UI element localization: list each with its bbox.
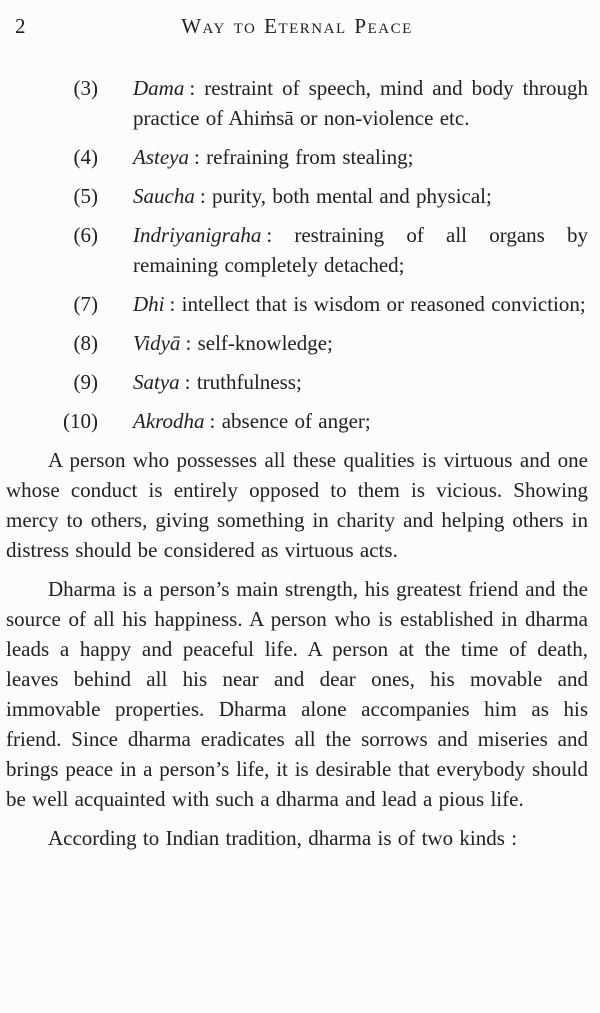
item-definition: purity, both mental and physical; [211, 184, 492, 208]
item-term: Vidyā [133, 331, 181, 355]
item-text [133, 406, 588, 436]
item-term: Dama [133, 76, 185, 100]
item-definition: truthfulness; [196, 370, 302, 394]
page-number: 2 [15, 14, 26, 38]
body-paragraph: Dharma is a person’s main strength, his greatest friend and the source of all his happiness. A person who is established in dharma leads a happy and peaceful life. A person at the time of death, leaves behind all his near and dear ones, his movable and immovable properties. Dharma alone accompanies him as his friend. Since dharma eradicates all the sorrows and miseries and brings peace in a person’s life, it is desirable that everybody should be well acquainted with such a dharma and lead a pious life. [6, 577, 588, 811]
item-text [133, 367, 588, 397]
list-item [6, 142, 588, 172]
body-paragraph: According to Indian tradition, dharma is of two kinds : [48, 826, 518, 850]
list-item [6, 181, 588, 211]
item-number: (9) [73, 370, 98, 394]
item-definition: self-knowledge; [197, 331, 333, 355]
item-term: Saucha [133, 184, 195, 208]
item-text [133, 328, 588, 358]
item-number: (8) [73, 331, 98, 355]
item-term: Indriyanigraha [133, 223, 262, 247]
qualities-list [6, 73, 588, 436]
item-text [133, 142, 588, 172]
list-item [6, 220, 588, 280]
item-definition: restraining of all organs by remaining completely detached; [133, 223, 588, 277]
item-separator: : [184, 370, 191, 394]
page-header [6, 11, 588, 38]
item-term: Asteya [133, 145, 189, 169]
item-number: (10) [63, 409, 98, 433]
item-number: (5) [73, 184, 98, 208]
item-definition: restraint of speech, mind and body through practice of Ahiṁsā or non-violence etc. [133, 76, 588, 130]
item-definition: refraining from stealing; [206, 145, 414, 169]
item-text [133, 73, 588, 133]
item-separator: : [266, 223, 273, 247]
body-paragraph: A person who possesses all these qualities is virtuous and one whose conduct is entirely opposed to them is vicious. Showing mercy to others, giving something in charity and helping others in distress should be considered as virtuous acts. [6, 448, 588, 562]
item-term: Akrodha [133, 409, 205, 433]
item-number: (3) [73, 76, 98, 100]
item-number: (6) [73, 223, 98, 247]
item-definition: intellect that is wisdom or reasoned conviction; [181, 292, 586, 316]
list-item [6, 328, 588, 358]
list-item [6, 73, 588, 133]
item-text [133, 181, 588, 211]
list-item [6, 289, 588, 319]
item-separator: : [185, 331, 192, 355]
item-definition: absence of anger; [221, 409, 371, 433]
item-separator: : [209, 409, 216, 433]
item-text [133, 220, 588, 280]
item-separator: : [199, 184, 206, 208]
item-number: (7) [73, 292, 98, 316]
item-separator: : [169, 292, 176, 316]
item-separator: : [193, 145, 200, 169]
item-term: Satya [133, 370, 180, 394]
item-text [133, 289, 588, 319]
running-head: Way to Eternal Peace [181, 14, 413, 38]
list-item [6, 406, 588, 436]
list-item [6, 367, 588, 397]
item-number: (4) [73, 145, 98, 169]
item-separator: : [189, 76, 196, 100]
item-term: Dhi [133, 292, 165, 316]
